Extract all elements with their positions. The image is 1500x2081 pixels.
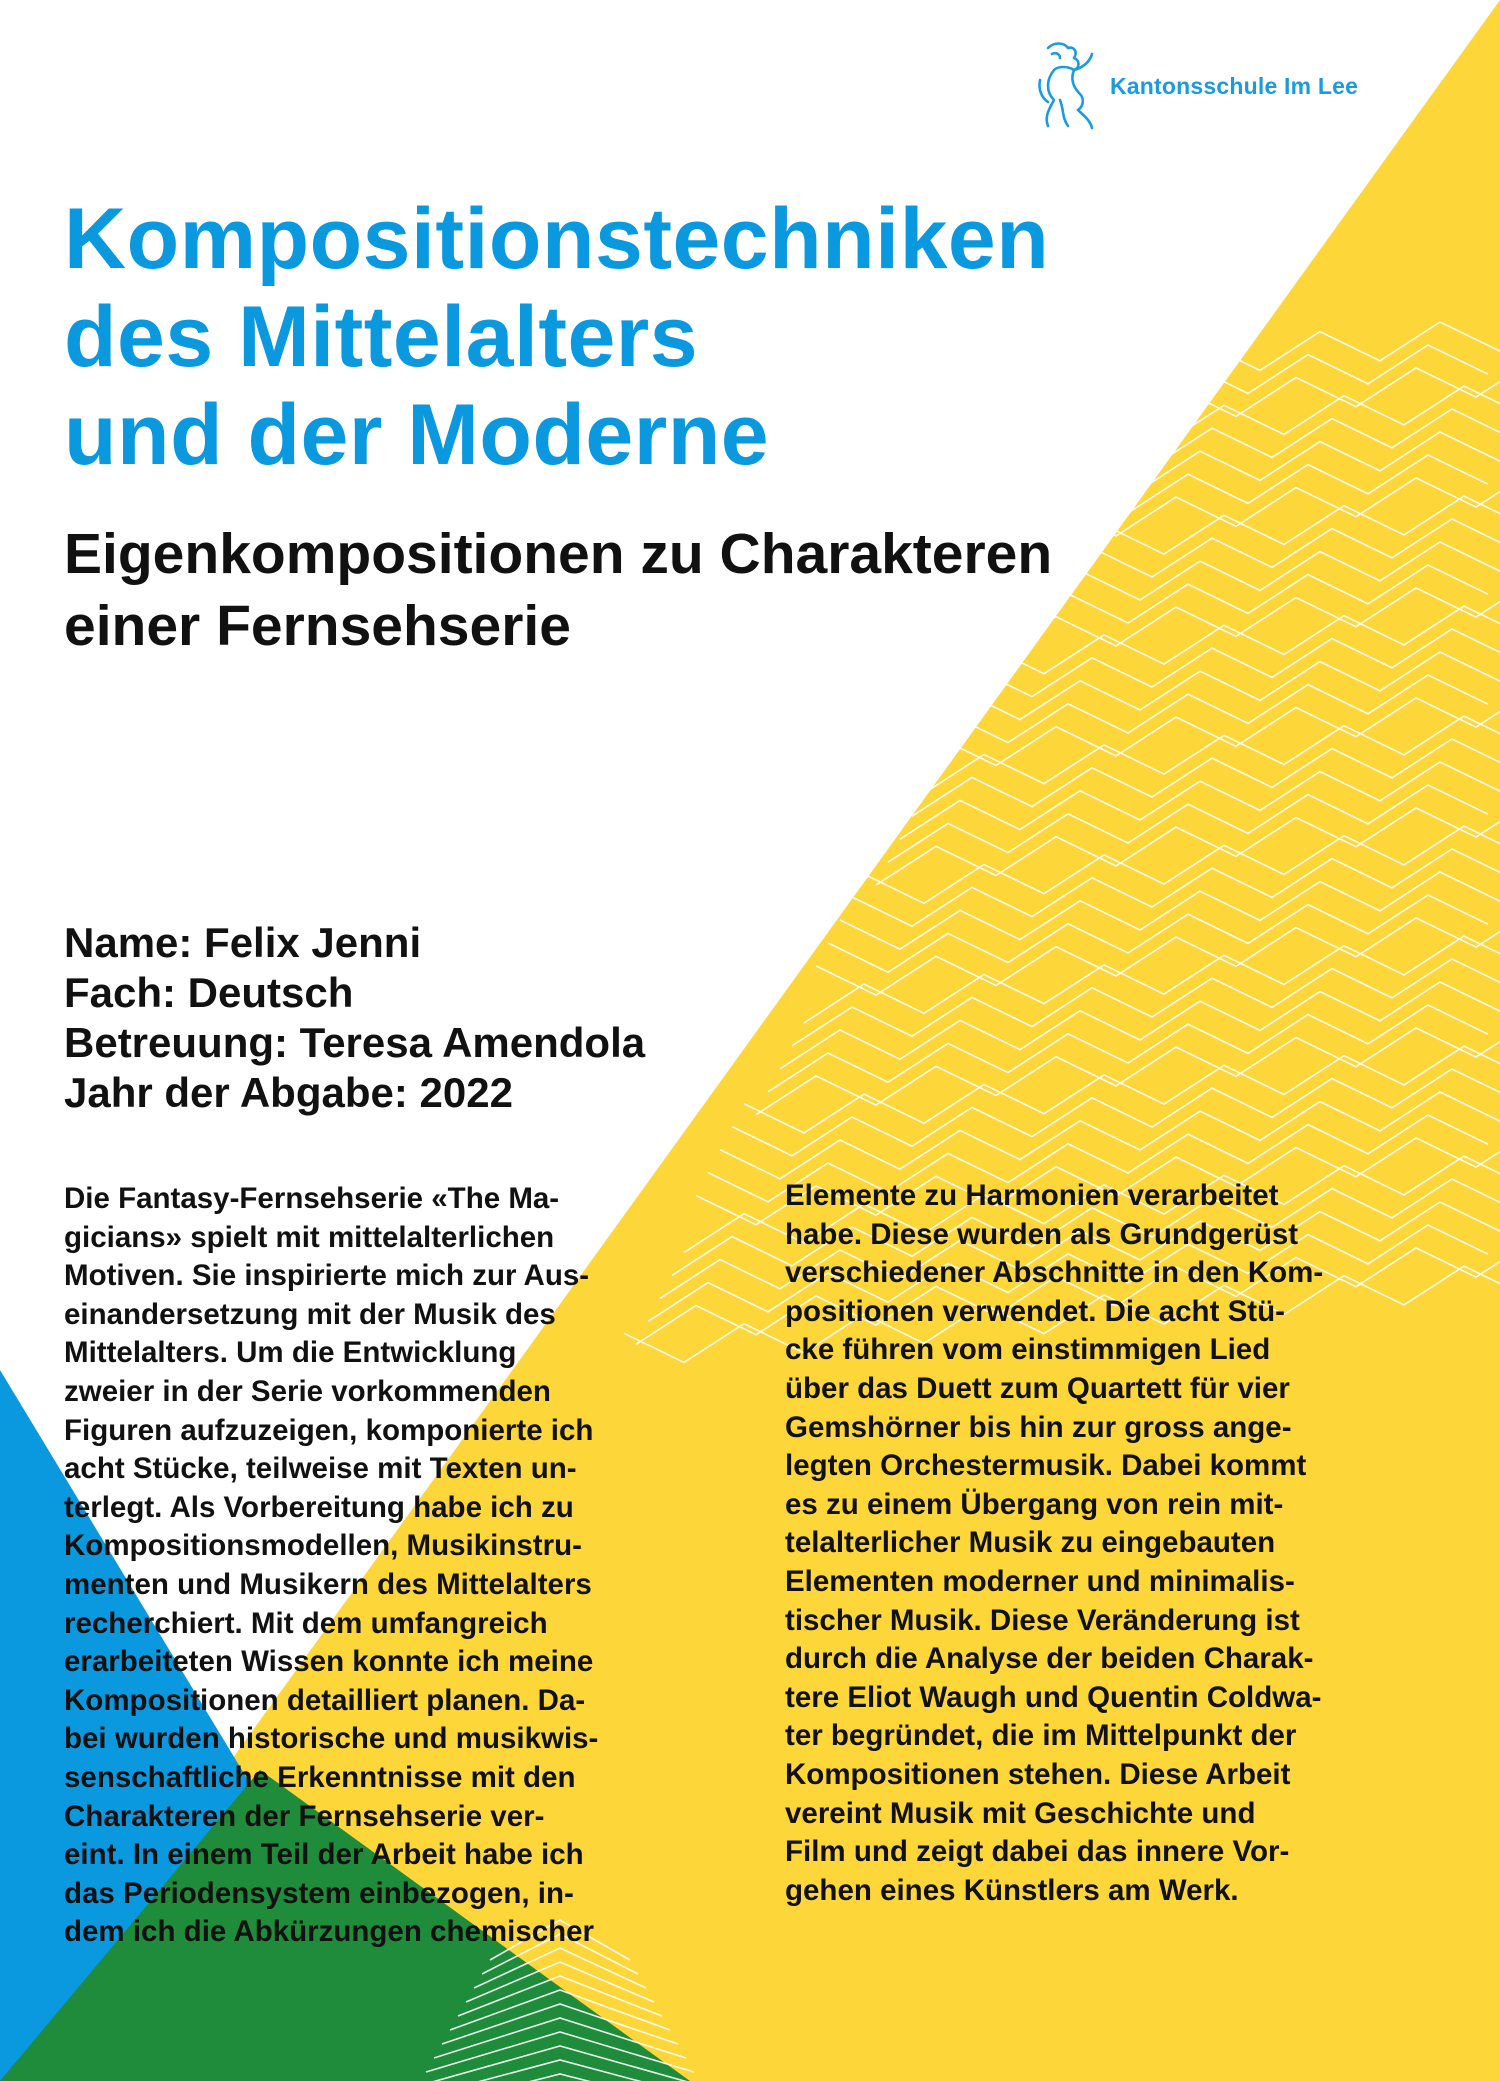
subject: Fach: Deutsch [64,969,354,1016]
abstract-line: recherchiert. Mit dem umfangreich [64,1606,548,1640]
abstract-line: Motiven. Sie inspirierte mich zur Aus- [64,1259,590,1293]
subtitle-line: Eigenkompositionen zu Charakteren [64,522,1053,586]
abstract-line: Kompositionsmodellen, Musikinstru- [64,1529,582,1563]
abstract-line: Kompositionen detailliert planen. Da- [64,1683,586,1717]
abstract-line: Elemente zu Harmonien verarbeitet [785,1179,1279,1212]
abstract-line: habe. Diese wurden als Grundgerüst [785,1217,1299,1251]
abstract-line: Elementen moderner und minimalis- [785,1564,1295,1598]
abstract-line: terlegt. Als Vorbereitung habe ich zu [64,1490,574,1524]
abstract-column-left [64,1180,754,1952]
school-logo [1034,40,1358,132]
abstract-line: positionen verwendet. Die acht Stü- [785,1294,1285,1328]
page-subtitle [64,518,1404,662]
abstract-line: verschiedener Abschnitte in den Kom- [785,1256,1324,1290]
abstract-line: Gemshörner bis hin zur gross ange- [785,1410,1292,1444]
abstract-line: menten und Musikern des Mittelalters [64,1567,592,1601]
author-name: Name: Felix Jenni [64,919,422,966]
abstract-line: acht Stücke, teilweise mit Texten un- [64,1452,577,1486]
abstract-line: das Periodensystem einbezogen, in- [64,1876,574,1910]
abstract-line: tere Eliot Waugh und Quentin Coldwa- [785,1680,1322,1714]
school-name: Kantonsschule Im Lee [1110,72,1359,99]
abstract-line: dem ich die Abkürzungen chemischer [64,1915,595,1949]
abstract-line: Charakteren der Fernsehserie ver- [64,1799,545,1833]
abstract-line: tischer Musik. Diese Veränderung ist [785,1603,1300,1637]
abstract-line: legten Orchestermusik. Dabei kommt [785,1449,1307,1483]
abstract-line: zweier in der Serie vorkommenden [64,1374,551,1408]
abstract-line: Die Fantasy-Fernsehserie «The Ma- [64,1182,560,1215]
abstract-line: senschaftliche Erkenntnisse mit den [64,1760,576,1794]
abstract-line: durch die Analyse der beiden Charak- [785,1642,1314,1676]
abstract-line: einandersetzung mit der Musik des [64,1297,556,1331]
abstract-line: Figuren aufzuzeigen, komponierte ich [64,1413,594,1447]
page-title [64,190,1364,484]
abstract-line: cke führen vom einstimmigen Lied [785,1333,1271,1367]
abstract-line: eint. In einem Teil der Arbeit habe ich [64,1838,584,1872]
submission-year: Jahr der Abgabe: 2022 [64,1069,513,1116]
author-info [64,918,645,1118]
abstract-line: gicians» spielt mit mittelalterlichen [64,1220,555,1254]
abstract-column-right [785,1177,1475,1910]
abstract-line: gehen eines Künstlers am Werk. [785,1873,1239,1907]
abstract-line: telalterlicher Musik zu eingebauten [785,1526,1276,1560]
title-line: und der Moderne [64,387,770,483]
abstract-line: Kompositionen stehen. Diese Arbeit [785,1757,1291,1791]
abstract-line: erarbeiteten Wissen konnte ich meine [64,1645,594,1679]
abstract-line: es zu einem Übergang von rein mit- [785,1487,1284,1521]
abstract-line: Film und zeigt dabei das innere Vor- [785,1835,1290,1869]
lion-crest-icon [1034,40,1096,132]
abstract-line: vereint Musik mit Geschichte und [785,1796,1256,1830]
supervisor: Betreuung: Teresa Amendola [64,1019,646,1066]
title-line: Kompositionstechniken [64,191,1050,287]
abstract-line: Mittelalters. Um die Entwicklung [64,1336,517,1370]
abstract-line: ter begründet, die im Mittelpunkt der [785,1719,1297,1753]
abstract-line: bei wurden historische und musikwis- [64,1722,599,1756]
abstract-line: über das Duett zum Quartett für vier [785,1371,1290,1405]
title-line: des Mittelalters [64,289,699,385]
subtitle-line: einer Fernsehserie [64,594,571,658]
